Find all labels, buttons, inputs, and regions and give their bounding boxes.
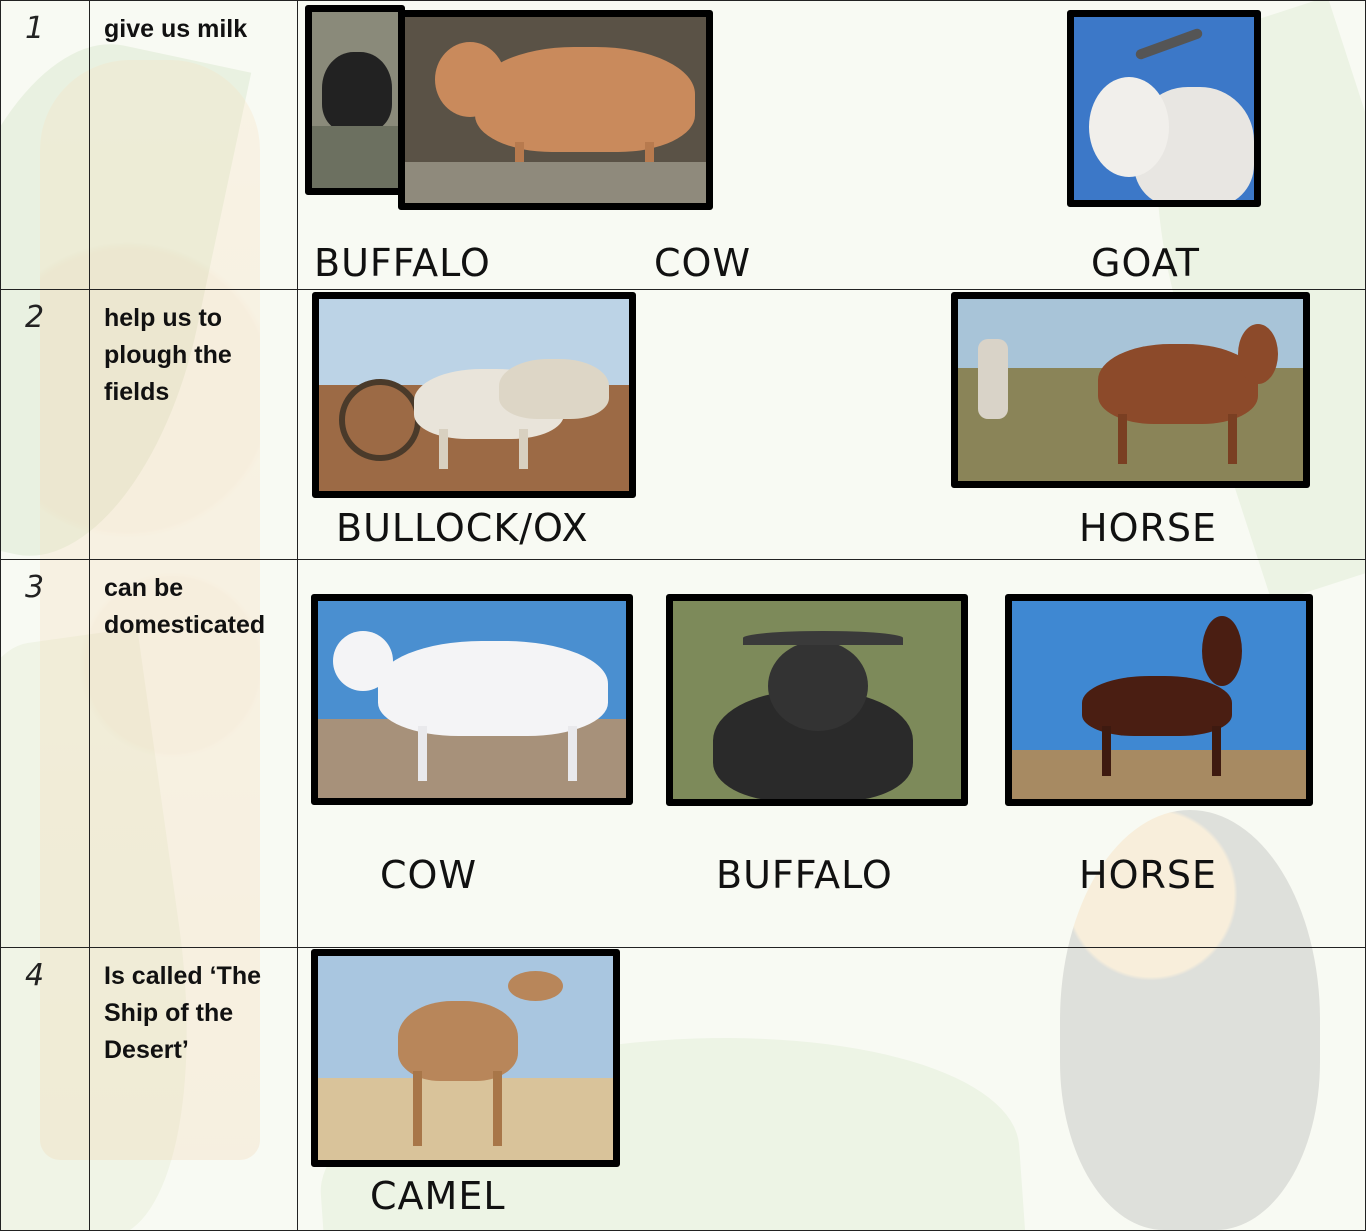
row-number-cell [1,1,90,290]
row-description: help us to plough the fields [104,304,232,406]
animal-label: COW [380,853,478,897]
images-cell [298,1,1366,290]
description-cell [90,560,298,948]
row-description: Is called ‘The Ship of the Desert’ [104,962,262,1064]
animal-label: BUFFALO [716,853,893,897]
horse-plough-photo [951,292,1310,488]
animal-label: HORSE [1079,853,1218,897]
images-cell [298,560,1366,948]
buffalo-photo [305,5,405,195]
description-cell [90,1,298,290]
animal-label: BUFFALO [314,241,491,285]
row-description: give us milk [104,15,248,43]
table-row [1,290,1366,560]
images-cell [298,290,1366,560]
animal-label: HORSE [1079,506,1218,550]
buffalo-photo-2 [666,594,968,806]
table-row [1,1,1366,290]
camel-photo [311,949,620,1167]
animal-label: GOAT [1091,241,1200,285]
animal-label: COW [654,241,752,285]
row-number: 3 [25,570,45,605]
row-number-cell [1,290,90,560]
description-cell [90,290,298,560]
horse-photo [1005,594,1313,806]
row-number-cell [1,560,90,948]
row-number: 2 [25,300,45,335]
animal-label: BULLOCK/OX [336,506,589,550]
description-cell [90,948,298,1231]
table-row [1,560,1366,948]
row-number: 4 [25,958,45,993]
images-cell [298,948,1366,1231]
animal-label: CAMEL [370,1174,506,1218]
white-cow-photo [311,594,633,805]
cow-photo [398,10,713,210]
row-number: 1 [25,11,45,46]
bullock-photo [312,292,636,498]
goat-photo [1067,10,1261,207]
row-number-cell [1,948,90,1231]
table-row [1,948,1366,1231]
row-description: can be domesticated [104,574,266,639]
